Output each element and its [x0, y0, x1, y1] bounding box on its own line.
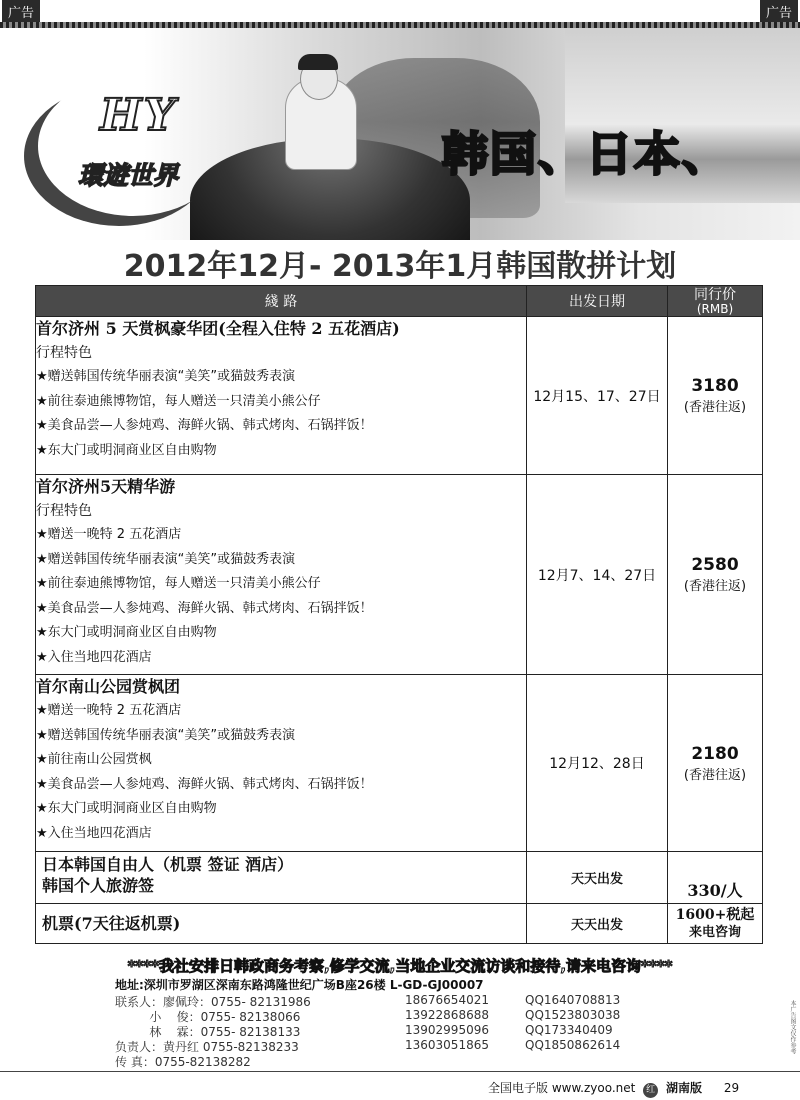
dancer-hat [298, 54, 338, 70]
route-desc [36, 475, 527, 675]
footer-site: 全国电子版 www.zyoo.net [488, 1081, 636, 1095]
route-price-cell [668, 317, 763, 475]
route-item: ★美食品尝—人参炖鸡、海鲜火锅、韩式烤肉、石锅拌饭！ [36, 418, 373, 433]
logo-subtitle: 環遊世界 [78, 161, 179, 190]
free-route-price: 330/人 [668, 852, 763, 904]
address: 地址:深圳市罗湖区深南东路鸿隆世纪广场B座26楼 L-GD-GJ00007 [115, 978, 484, 992]
header-date: 出发日期 [527, 286, 668, 317]
contact-name-phone: 林 霖：0755- 82138133 [115, 1025, 301, 1039]
route-name: 首尔济州5天精华游 [36, 477, 176, 496]
free-route-name: 日本韩国自由人（机票 签证 酒店） [42, 855, 294, 874]
route-item: ★前往南山公园赏枫 [36, 752, 152, 767]
route-price-cell [668, 675, 763, 852]
contact-mobile: 18676654021 [405, 993, 489, 1007]
route-item: ★东大门或明洞商业区自由购物 [36, 801, 217, 816]
route-desc [36, 904, 527, 944]
banner [0, 28, 800, 240]
ticket-route-name: 机票(7天往返机票) [42, 914, 181, 933]
route-item: ★前往泰迪熊博物馆，每人赠送一只清美小熊公仔 [36, 576, 321, 591]
footer-badge-icon: 红 [643, 1083, 658, 1098]
ticket-price: 1600+税起 [675, 906, 755, 923]
ticket-route-date: 天天出发 [527, 904, 668, 944]
route-price-note: (香港往返) [683, 579, 747, 594]
route-desc [36, 675, 527, 852]
route-item: ★赠送一晚特 2 五花酒店 [36, 703, 182, 718]
route-item: ★赠送一晚特 2 五花酒店 [36, 527, 182, 542]
route-dates: 12月15、17、27日 [527, 317, 668, 475]
header-price-unit: (RMB) [696, 301, 734, 316]
contact-qq: QQ1523803038 [525, 1008, 621, 1022]
contact-mobile: 13902995096 [405, 1023, 489, 1037]
route-price: 2580 [691, 555, 739, 575]
route-name: 首尔济州 5 天赏枫豪华团(全程入住特 2 五花酒店) [36, 319, 400, 338]
route-item: ★赠送韩国传统华丽表演“美笑”或猫鼓秀表演 [36, 369, 296, 384]
footer-edition: 湖南版 [666, 1081, 703, 1095]
contact-name-phone: 联系人：廖佩玲：0755- 82131986 [115, 995, 311, 1009]
contact-name-phone: 小 俊：0755- 82138066 [115, 1010, 301, 1024]
ad-tag-right: 广告 [760, 0, 798, 23]
table-row [36, 852, 763, 904]
route-item: ★前往泰迪熊博物馆，每人赠送一只清美小熊公仔 [36, 393, 321, 409]
route-item: ★赠送韩国传统华丽表演“美笑”或猫鼓秀表演 [36, 551, 296, 567]
slogan: ****我社安排日韩政商务考察,修学交流,当地企业交流访谈和接待,请来电咨询**** [127, 957, 673, 975]
footer-rule [0, 1071, 800, 1072]
table-row [36, 475, 763, 675]
table-row [36, 317, 763, 475]
header-price [668, 286, 763, 317]
route-item: ★入住当地四花酒店 [36, 825, 152, 841]
route-price: 3180 [691, 376, 739, 396]
contact-qq: QQ173340409 [525, 1023, 613, 1037]
table-row [36, 675, 763, 852]
route-desc [36, 852, 527, 904]
contact-mobile: 13922868688 [405, 1008, 489, 1022]
route-item: ★入住当地四花酒店 [36, 649, 152, 665]
route-price-cell [668, 475, 763, 675]
page-title: 2012年12月- 2013年1月韩国散拼计划 [123, 249, 677, 284]
route-subtitle: 行程特色 [36, 345, 92, 361]
table-header-row [36, 286, 763, 317]
contact-mobile: 13603051865 [405, 1038, 489, 1052]
routes-table [35, 285, 763, 944]
ad-tag-left: 广告 [2, 0, 40, 23]
contact-fax: 传 真：0755-82138282 [115, 1055, 251, 1069]
route-item: ★东大门或明洞商业区自由购物 [36, 442, 217, 458]
header-route: 綫 路 [36, 286, 527, 317]
logo-text: HY [100, 90, 177, 141]
route-item: ★赠送韩国传统华丽表演“美笑”或猫鼓秀表演 [36, 727, 296, 743]
table-row [36, 904, 763, 944]
free-route-name-2: 韩国个人旅游签 [42, 876, 155, 895]
side-note: 本广告图文仅作参考 [789, 1000, 796, 1054]
route-name: 首尔南山公园赏枫团 [36, 677, 181, 696]
route-item: ★美食品尝—人参炖鸡、海鲜火锅、韩式烤肉、石锅拌饭！ [36, 776, 373, 792]
route-price-note: (香港往返) [683, 400, 747, 415]
page-number: 29 [723, 1081, 740, 1095]
route-price: 2180 [691, 743, 739, 764]
route-item: ★东大门或明洞商业区自由购物 [36, 625, 217, 640]
route-subtitle: 行程特色 [36, 503, 92, 519]
route-item: ★美食品尝—人参炖鸡、海鲜火锅、韩式烤肉、石锅拌饭！ [36, 600, 373, 616]
free-route-date: 天天出发 [527, 852, 668, 904]
route-desc [36, 317, 527, 475]
ticket-price-cell [668, 904, 763, 944]
contact-qq: QQ1640708813 [525, 993, 621, 1007]
banner-headline: 韩国、日本、 [442, 127, 730, 181]
contact-qq: QQ1850862614 [525, 1038, 621, 1052]
contact-name-phone: 负责人：黄丹红 0755-82138233 [115, 1040, 299, 1054]
ticket-price-note: 来电咨询 [688, 924, 741, 940]
footer [488, 1079, 739, 1098]
route-dates: 12月12、28日 [527, 675, 668, 852]
header-price-label: 同行价 [694, 286, 736, 303]
route-price-note: (香港往返) [683, 767, 747, 783]
route-dates: 12月7、14、27日 [527, 475, 668, 675]
